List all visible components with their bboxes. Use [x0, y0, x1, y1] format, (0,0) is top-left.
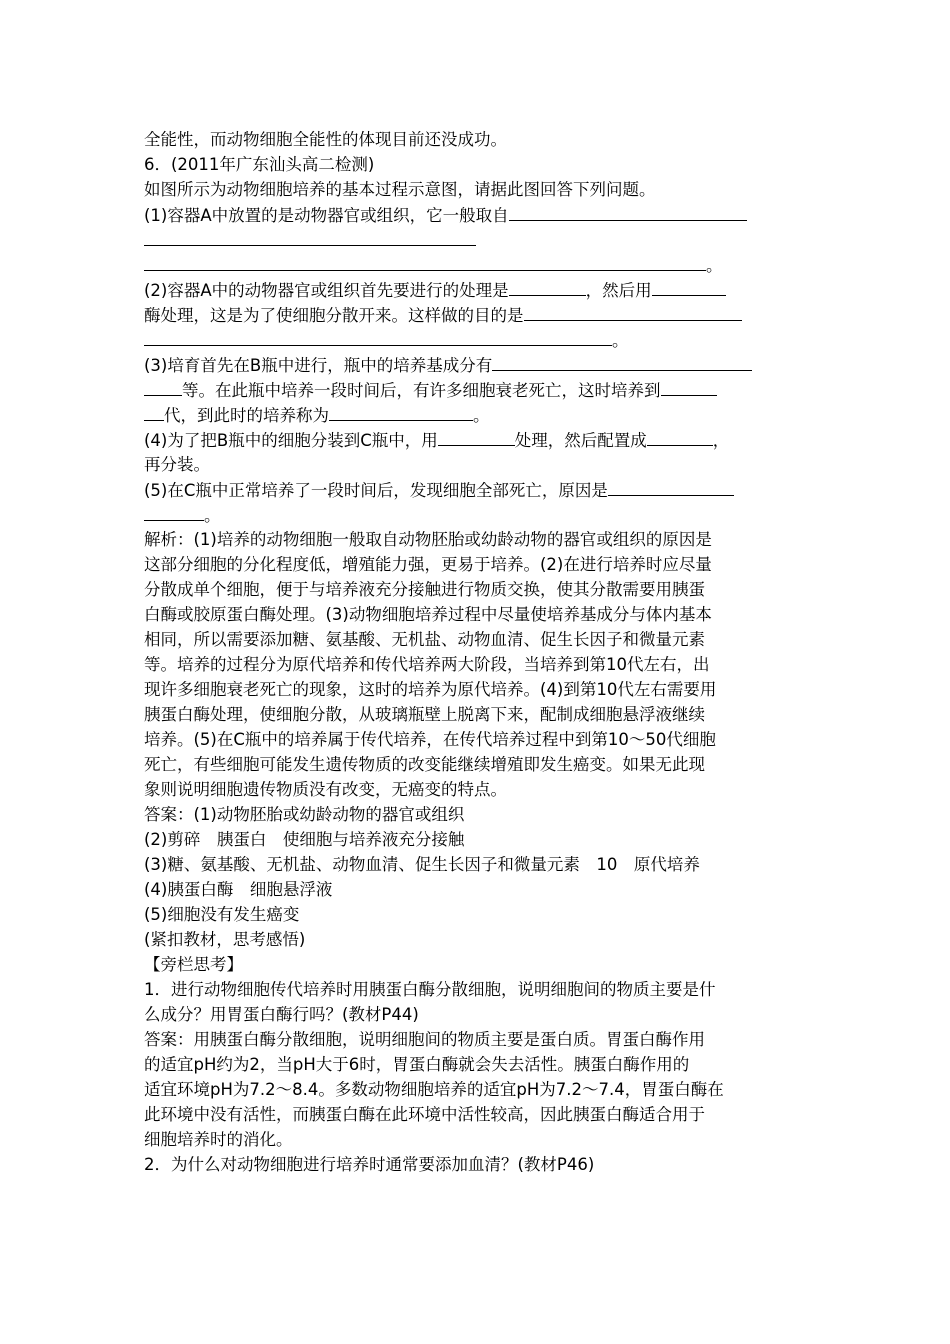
question-3-text: (3)培育首先在B瓶中进行，瓶中的培养基成分有	[144, 356, 493, 375]
line-end-text: 。	[612, 331, 629, 350]
answer-blank[interactable]	[509, 277, 586, 296]
answer-line	[144, 327, 808, 352]
answer-blank[interactable]	[524, 302, 742, 321]
question-2	[144, 277, 808, 302]
answer-text: (4)胰蛋白酶 细胞悬浮液	[144, 880, 333, 899]
question-4-text: (4)为了把B瓶中的细胞分装到C瓶中，用	[144, 431, 438, 450]
question-3	[144, 352, 808, 377]
question-5	[144, 477, 808, 502]
answer-blank[interactable]	[438, 427, 515, 446]
analysis-text: 象则说明细胞遗传物质没有改变，无癌变的特点。	[144, 780, 507, 799]
text-line: 全能性，而动物细胞全能性的体现目前还没成功。	[144, 130, 507, 149]
question-2-text: (2)容器A中的动物器官或组织首先要进行的处理是	[144, 281, 509, 300]
answer-text: 答案：(1)动物胚胎或幼龄动物的器官或组织	[144, 805, 465, 824]
document-page	[144, 127, 808, 1177]
answer-blank[interactable]	[144, 227, 476, 246]
answer-blank[interactable]	[492, 352, 752, 371]
line-end-text: 。	[204, 506, 221, 525]
question-5-text: (5)在C瓶中正常培养了一段时间后，发现细胞全部死亡，原因是	[144, 481, 608, 500]
answer-text: (5)细胞没有发生癌变	[144, 905, 300, 924]
answer-blank[interactable]	[661, 377, 717, 396]
question-header: 6．(2011年广东汕头高二检测)	[144, 155, 375, 174]
text-line: 再分装。	[144, 455, 210, 474]
question-text: 么成分？用胃蛋白酶行吗？(教材P44)	[144, 1005, 419, 1024]
answer-text: 答案：用胰蛋白酶分散细胞，说明细胞间的物质主要是蛋白质。胃蛋白酶作用	[144, 1030, 705, 1049]
answer-text: 适宜环境pH为7.2～8.4。多数动物细胞培养的适宜pH为7.2～7.4，胃蛋白酶在	[144, 1080, 724, 1099]
question-2-cont: 酶处理，这是为了使细胞分散开来。这样做的目的是	[144, 306, 524, 325]
answer-text: (2)剪碎 胰蛋白 使细胞与培养液充分接触	[144, 830, 465, 849]
answer-blank[interactable]	[144, 377, 182, 396]
answer-text: (3)糖、氨基酸、无机盐、动物血清、促生长因子和微量元素 10 原代培养	[144, 855, 700, 874]
analysis-text: 等。培养的过程分为原代培养和传代培养两大阶段，当培养到第10代左右，出	[144, 655, 710, 674]
answer-blank[interactable]	[608, 477, 734, 496]
line-end-text: 。	[473, 406, 490, 425]
answer-blank[interactable]	[329, 402, 473, 421]
section-note: (紧扣教材，思考感悟)	[144, 930, 306, 949]
answer-line	[144, 502, 808, 527]
analysis-text: 现许多细胞衰老死亡的现象，这时的培养为原代培养。(4)到第10代左右需要用	[144, 680, 717, 699]
analysis-text: 死亡，有些细胞可能发生遗传物质的改变能继续增殖即发生癌变。如果无此现	[144, 755, 705, 774]
answer-blank[interactable]	[144, 252, 706, 271]
analysis-text: 分散成单个细胞，便于与培养液充分接触进行物质交换，使其分散需要用胰蛋	[144, 580, 705, 599]
question-text: 2．为什么对动物细胞进行培养时通常要添加血清？(教材P46)	[144, 1155, 595, 1174]
text-line	[144, 302, 808, 327]
question-1-text: (1)容器A中放置的是动物器官或组织，它一般取自	[144, 206, 509, 225]
analysis-text: 白酶或胶原蛋白酶处理。(3)动物细胞培养过程中尽量使培养基成分与体内基本	[144, 605, 712, 624]
answer-blank[interactable]	[144, 327, 612, 346]
answer-line	[144, 252, 808, 277]
question-4	[144, 427, 808, 452]
answer-blank[interactable]	[647, 427, 713, 446]
question-text: 1．进行动物细胞传代培养时用胰蛋白酶分散细胞，说明细胞间的物质主要是什	[144, 980, 716, 999]
analysis-text: 这部分细胞的分化程度低，增殖能力强，更易于培养。(2)在进行培养时应尽量	[144, 555, 712, 574]
question-1	[144, 202, 808, 227]
line-end-text: ，	[712, 431, 730, 450]
answer-line	[144, 227, 808, 252]
question-3-cont: 代，到此时的培养称为	[164, 406, 329, 425]
question-3-cont: 等。在此瓶中培养一段时间后，有许多细胞衰老死亡，这时培养到	[182, 381, 661, 400]
mid-text: 处理，然后配置成	[514, 431, 647, 450]
mid-text: ，然后用	[585, 281, 652, 300]
analysis-text: 培养。(5)在C瓶中的培养属于传代培养，在传代培养过程中到第10～50代细胞	[144, 730, 716, 749]
answer-text: 的适宜pH约为2，当pH大于6时，胃蛋白酶就会失去活性。胰蛋白酶作用的	[144, 1055, 690, 1074]
question-prompt: 如图所示为动物细胞培养的基本过程示意图，请据此图回答下列问题。	[144, 180, 656, 199]
section-heading: 【旁栏思考】	[144, 955, 243, 974]
answer-blank[interactable]	[144, 502, 204, 521]
answer-blank[interactable]	[509, 202, 747, 221]
analysis-text: 相同，所以需要添加糖、氨基酸、无机盐、动物血清、促生长因子和微量元素	[144, 630, 705, 649]
analysis-text: 解析：(1)培养的动物细胞一般取自动物胚胎或幼龄动物的器官或组织的原因是	[144, 530, 712, 549]
text-line	[144, 377, 808, 402]
analysis-text: 胰蛋白酶处理，使细胞分散，从玻璃瓶壁上脱离下来，配制成细胞悬浮液继续	[144, 705, 705, 724]
text-line	[144, 402, 808, 427]
answer-text: 此环境中没有活性，而胰蛋白酶在此环境中活性较高，因此胰蛋白酶适合用于	[144, 1105, 705, 1124]
answer-blank[interactable]	[652, 277, 726, 296]
line-end-text: 。	[706, 256, 723, 275]
answer-blank[interactable]	[144, 402, 164, 421]
answer-text: 细胞培养时的消化。	[144, 1130, 293, 1149]
